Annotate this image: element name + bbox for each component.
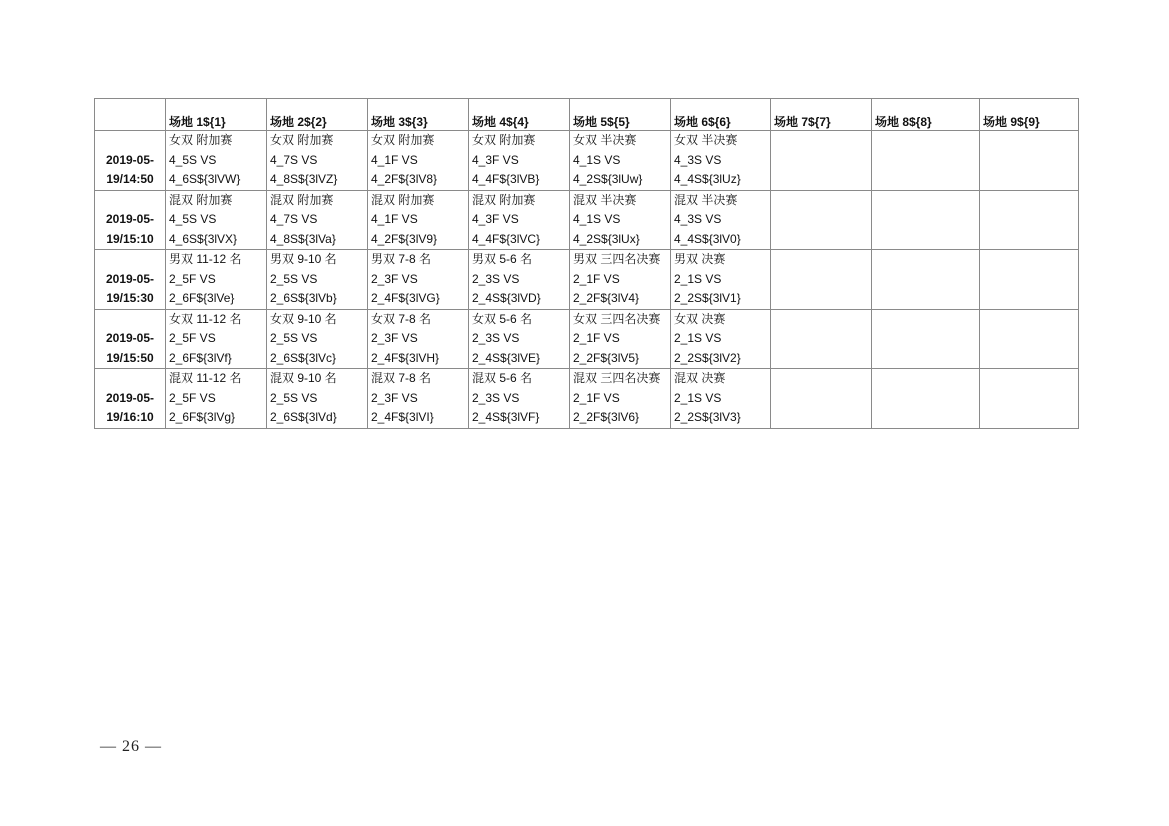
match-code: 4_4S${3lV0}	[674, 231, 741, 246]
match-pairing	[983, 389, 1075, 409]
time-slot-line: 2019-05-	[105, 212, 155, 226]
match-pairing	[983, 210, 1075, 230]
match-code	[774, 170, 868, 190]
court-header: 场地 2${2}	[267, 99, 368, 131]
match-event: 女双 附加赛	[270, 133, 334, 147]
match-pairing: 4_7S VS	[270, 152, 318, 167]
match-pairing	[875, 151, 976, 171]
match-event: 男双 5-6 名	[472, 252, 533, 266]
match-code	[983, 289, 1075, 309]
match-cell	[166, 190, 267, 250]
match-code: 2_6F${3lVg}	[169, 410, 236, 424]
match-pairing: 2_5F VS	[169, 390, 216, 405]
court-header: 场地 9${9}	[980, 99, 1079, 131]
match-event: 混双 9-10 名	[270, 371, 337, 385]
match-code	[983, 349, 1075, 369]
match-pairing: 4_3S VS	[674, 212, 722, 226]
match-cell	[267, 190, 368, 250]
match-pairing: 2_5S VS	[270, 390, 318, 405]
match-pairing	[774, 389, 868, 409]
match-code: 4_2S${3lUx}	[573, 231, 640, 246]
table-row	[95, 309, 1079, 369]
match-pairing: 4_7S VS	[270, 212, 318, 226]
match-event: 男双 9-10 名	[270, 252, 337, 266]
match-pairing: 2_3F VS	[371, 331, 418, 345]
time-slot-line: 19/14:50	[106, 172, 154, 186]
time-slot-line: 19/15:30	[106, 291, 154, 305]
table-row	[95, 369, 1079, 429]
match-event: 女双 9-10 名	[270, 311, 337, 326]
match-cell	[267, 250, 368, 310]
match-pairing: 2_5F VS	[169, 271, 216, 286]
match-event: 混双 附加赛	[472, 192, 536, 207]
match-code: 2_4F${3lVH}	[371, 350, 440, 365]
match-pairing: 2_1F VS	[573, 271, 620, 286]
match-cell	[469, 309, 570, 369]
match-event: 女双 5-6 名	[472, 311, 533, 326]
match-event: 男双 7-8 名	[371, 252, 432, 266]
match-event	[983, 310, 1075, 330]
match-event: 混双 半决赛	[573, 192, 637, 207]
match-pairing	[875, 329, 976, 349]
match-event	[983, 131, 1075, 151]
court-header: 场地 1${1}	[166, 99, 267, 131]
match-event	[983, 369, 1075, 389]
match-cell	[872, 190, 980, 250]
table-header	[95, 99, 1079, 131]
match-pairing	[875, 270, 976, 290]
match-event: 男双 11-12 名	[169, 252, 242, 266]
match-event: 女双 附加赛	[371, 133, 435, 147]
match-cell	[771, 190, 872, 250]
court-header: 场地 4${4}	[469, 99, 570, 131]
table-row	[95, 250, 1079, 310]
match-cell	[980, 131, 1079, 191]
match-cell	[771, 369, 872, 429]
match-code	[875, 289, 976, 309]
match-cell	[267, 309, 368, 369]
court-header: 场地 6${6}	[671, 99, 771, 131]
match-pairing: 2_1F VS	[573, 390, 620, 405]
match-code: 4_8S${3lVa}	[270, 231, 336, 246]
match-cell	[267, 369, 368, 429]
match-pairing	[875, 389, 976, 409]
header-row	[95, 99, 1079, 131]
match-event	[875, 250, 976, 270]
match-cell	[980, 309, 1079, 369]
match-code	[983, 170, 1075, 190]
time-slot	[95, 250, 166, 310]
match-cell	[166, 131, 267, 191]
match-cell	[368, 190, 469, 250]
match-pairing: 4_5S VS	[169, 212, 217, 226]
time-slot	[95, 369, 166, 429]
match-cell	[570, 369, 671, 429]
match-code: 2_2S${3lV2}	[674, 350, 741, 365]
match-event: 女双 决赛	[674, 311, 726, 326]
match-pairing: 4_5S VS	[169, 152, 217, 167]
match-event	[875, 369, 976, 389]
match-event: 女双 半决赛	[674, 133, 738, 147]
match-code: 2_4F${3lVG}	[371, 291, 440, 305]
match-code: 2_4F${3lVI}	[371, 410, 434, 424]
match-pairing	[983, 329, 1075, 349]
match-cell	[980, 250, 1079, 310]
match-cell	[570, 250, 671, 310]
match-cell	[570, 131, 671, 191]
match-code: 4_8S${3lVZ}	[270, 172, 338, 186]
match-event: 女双 附加赛	[472, 133, 536, 147]
match-cell	[469, 250, 570, 310]
match-code	[774, 230, 868, 250]
table-row	[95, 131, 1079, 191]
match-code	[983, 408, 1075, 428]
header-corner	[95, 99, 166, 131]
match-event	[774, 369, 868, 389]
match-pairing	[774, 210, 868, 230]
table-row	[95, 190, 1079, 250]
match-code: 2_2S${3lV1}	[674, 291, 741, 305]
match-code	[875, 349, 976, 369]
match-cell	[671, 250, 771, 310]
time-slot	[95, 309, 166, 369]
time-slot	[95, 131, 166, 191]
match-pairing: 2_3S VS	[472, 390, 520, 405]
match-pairing: 2_1S VS	[674, 390, 722, 405]
court-header: 场地 3${3}	[368, 99, 469, 131]
match-event: 混双 附加赛	[270, 192, 334, 207]
match-pairing	[774, 151, 868, 171]
match-pairing: 2_5F VS	[169, 331, 216, 345]
match-cell	[872, 369, 980, 429]
match-cell	[771, 131, 872, 191]
match-pairing: 2_1S VS	[674, 271, 722, 286]
time-slot	[95, 190, 166, 250]
match-pairing	[774, 270, 868, 290]
match-cell	[469, 369, 570, 429]
match-code: 2_4S${3lVE}	[472, 350, 541, 365]
table-body	[95, 131, 1079, 429]
match-code	[983, 230, 1075, 250]
match-code: 2_6S${3lVd}	[270, 410, 337, 424]
match-code	[774, 289, 868, 309]
match-pairing	[983, 151, 1075, 171]
page-number: — 26 —	[100, 738, 162, 755]
match-event: 混双 三四名决赛	[573, 371, 661, 385]
time-slot-line: 2019-05-	[105, 271, 155, 286]
match-code: 4_6S${3lVX}	[169, 231, 238, 246]
match-code: 2_4S${3lVF}	[472, 410, 540, 424]
match-event: 男双 三四名决赛	[573, 252, 661, 266]
match-pairing	[983, 270, 1075, 290]
match-event	[983, 250, 1075, 270]
match-cell	[368, 369, 469, 429]
match-pairing	[774, 329, 868, 349]
match-cell	[368, 250, 469, 310]
match-event: 女双 半决赛	[573, 133, 637, 147]
match-cell	[368, 131, 469, 191]
court-header: 场地 7${7}	[771, 99, 872, 131]
match-cell	[469, 131, 570, 191]
match-pairing	[875, 210, 976, 230]
match-code: 4_6S${3lVW}	[169, 172, 241, 186]
match-pairing: 2_3S VS	[472, 331, 520, 345]
match-event: 混双 7-8 名	[371, 371, 432, 385]
match-cell	[771, 250, 872, 310]
match-event: 混双 附加赛	[169, 192, 233, 207]
match-cell	[469, 190, 570, 250]
match-code: 2_6F${3lVe}	[169, 291, 235, 305]
match-code: 2_2F${3lV5}	[573, 350, 640, 365]
match-pairing: 2_3F VS	[371, 271, 418, 286]
match-cell	[872, 309, 980, 369]
match-event: 混双 5-6 名	[472, 371, 533, 385]
match-pairing: 4_1S VS	[573, 152, 621, 167]
match-code: 2_4S${3lVD}	[472, 291, 541, 305]
match-cell	[980, 369, 1079, 429]
match-cell	[872, 131, 980, 191]
match-event: 女双 7-8 名	[371, 311, 432, 326]
match-event	[875, 191, 976, 211]
match-code: 2_2F${3lV4}	[573, 291, 640, 305]
match-cell	[980, 190, 1079, 250]
match-code	[875, 170, 976, 190]
match-code	[875, 230, 976, 250]
match-cell	[671, 190, 771, 250]
time-slot-line: 2019-05-	[105, 331, 155, 345]
match-pairing: 2_1F VS	[573, 331, 620, 345]
match-event: 男双 决赛	[674, 252, 726, 266]
match-code	[774, 349, 868, 369]
match-pairing: 4_1F VS	[371, 152, 418, 167]
match-event: 混双 附加赛	[371, 192, 435, 207]
match-code	[875, 408, 976, 428]
match-pairing: 2_5S VS	[270, 271, 318, 286]
match-event: 混双 11-12 名	[169, 371, 242, 385]
time-slot-line: 2019-05-	[105, 152, 155, 167]
match-cell	[267, 131, 368, 191]
match-pairing: 4_3F VS	[472, 212, 519, 226]
match-code: 2_2S${3lV3}	[674, 410, 741, 424]
match-cell	[671, 309, 771, 369]
match-pairing: 2_5S VS	[270, 331, 318, 345]
match-code: 2_6F${3lVf}	[169, 350, 232, 365]
match-pairing: 4_3S VS	[674, 152, 722, 167]
match-cell	[368, 309, 469, 369]
match-pairing: 2_3S VS	[472, 271, 520, 286]
match-pairing: 4_1S VS	[573, 212, 621, 226]
match-code: 4_2F${3lV8}	[371, 172, 438, 186]
court-header: 场地 8${8}	[872, 99, 980, 131]
match-event: 混双 决赛	[674, 371, 726, 385]
match-event	[774, 191, 868, 211]
match-code: 2_2F${3lV6}	[573, 410, 640, 424]
match-event: 混双 半决赛	[674, 192, 738, 207]
match-code	[774, 408, 868, 428]
match-event	[875, 131, 976, 151]
match-code: 4_4S${3lUz}	[674, 172, 741, 186]
time-slot-line: 19/15:10	[106, 231, 154, 246]
match-code: 4_4F${3lVB}	[472, 172, 540, 186]
match-cell	[166, 309, 267, 369]
match-code: 4_4F${3lVC}	[472, 231, 541, 246]
time-slot-line: 2019-05-	[105, 390, 155, 405]
match-cell	[671, 131, 771, 191]
match-event: 女双 11-12 名	[169, 311, 242, 326]
match-pairing: 2_3F VS	[371, 390, 418, 405]
match-cell	[872, 250, 980, 310]
match-code: 2_6S${3lVb}	[270, 291, 337, 305]
match-event	[774, 310, 868, 330]
match-code: 4_2F${3lV9}	[371, 231, 438, 246]
match-cell	[570, 190, 671, 250]
schedule-table	[94, 98, 1079, 429]
time-slot-line: 19/16:10	[106, 410, 154, 424]
match-event	[875, 310, 976, 330]
match-event	[774, 131, 868, 151]
match-cell	[166, 250, 267, 310]
match-event	[774, 250, 868, 270]
court-header: 场地 5${5}	[570, 99, 671, 131]
match-code: 2_6S${3lVc}	[270, 350, 337, 365]
match-cell	[570, 309, 671, 369]
match-cell	[771, 309, 872, 369]
match-cell	[166, 369, 267, 429]
match-cell	[671, 369, 771, 429]
match-pairing: 4_3F VS	[472, 152, 519, 167]
match-pairing: 4_1F VS	[371, 212, 418, 226]
match-event: 女双 附加赛	[169, 133, 233, 147]
match-code: 4_2S${3lUw}	[573, 172, 643, 186]
match-event: 女双 三四名决赛	[573, 311, 661, 326]
match-pairing: 2_1S VS	[674, 331, 722, 345]
match-event	[983, 191, 1075, 211]
time-slot-line: 19/15:50	[106, 350, 154, 365]
